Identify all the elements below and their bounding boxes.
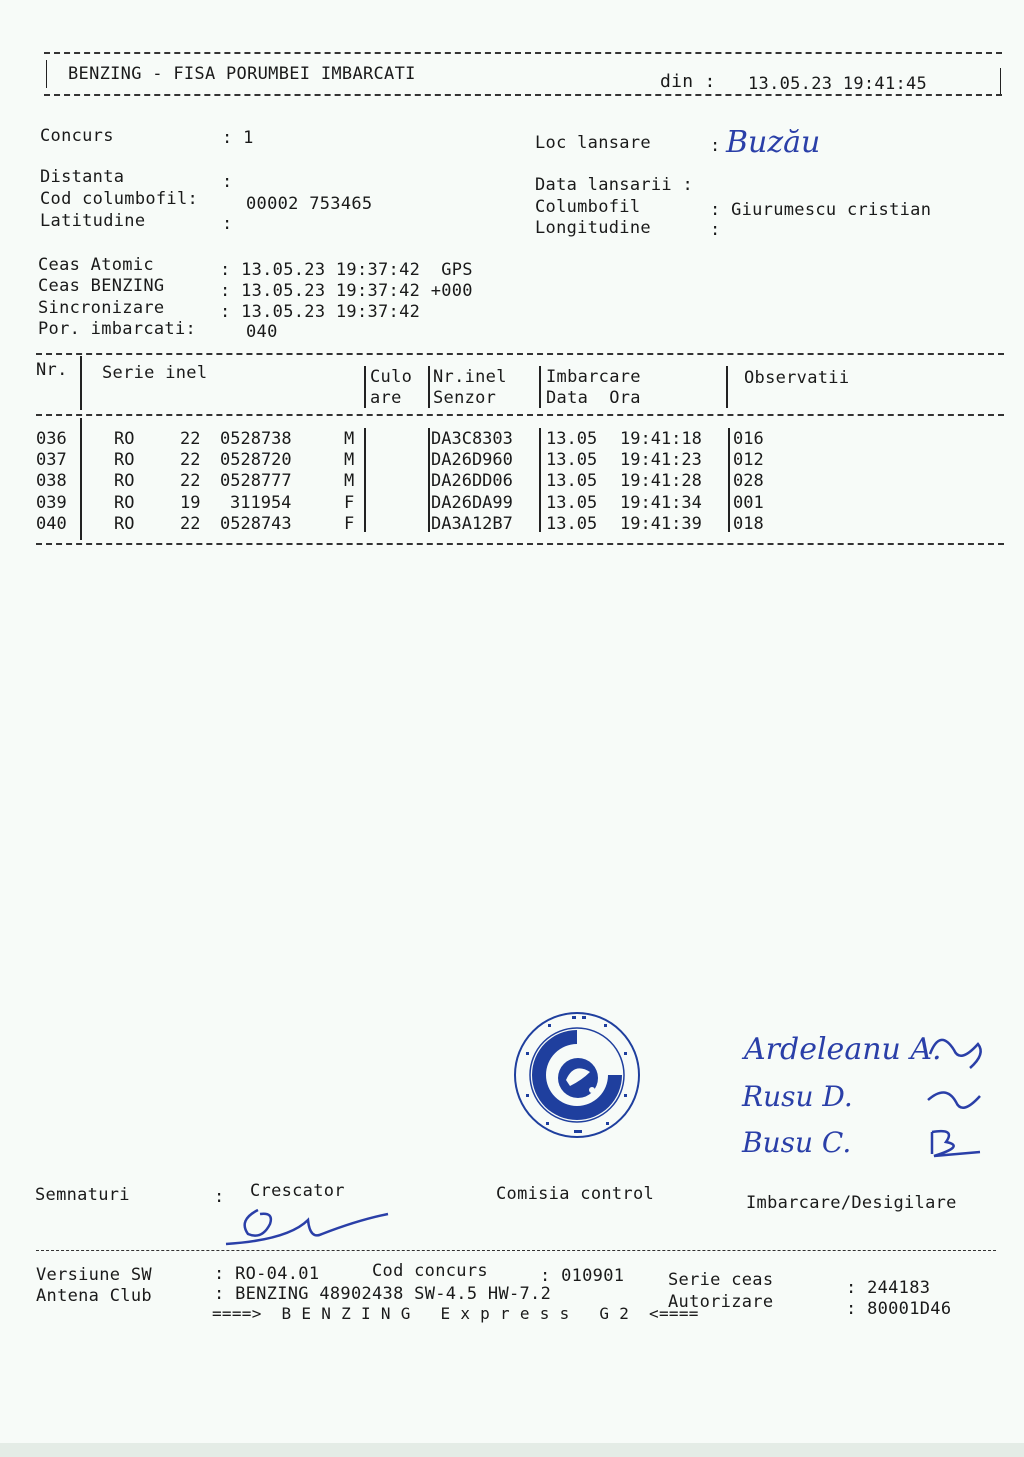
header-data-ora: Data Ora bbox=[546, 388, 641, 408]
loc-lansare-colon: : bbox=[710, 136, 721, 156]
header-observatii: Observatii bbox=[744, 368, 850, 388]
cell-time: 19:41:23 bbox=[620, 450, 702, 471]
cell-ring: 311954 bbox=[230, 492, 292, 513]
header-nr-inel: Nr.inel bbox=[433, 367, 507, 387]
header-bottom-border bbox=[44, 94, 1002, 96]
header-left-border bbox=[46, 60, 47, 88]
longitudine-value: : bbox=[710, 220, 721, 240]
table-top-border bbox=[36, 353, 1004, 355]
autorizare-label: Autorizare bbox=[668, 1292, 774, 1312]
cell-year: 22 bbox=[180, 471, 201, 492]
signature-ardeleanu: Ardeleanu A. bbox=[744, 1032, 942, 1067]
longitudine-label: Longitudine bbox=[535, 218, 651, 238]
header-culoare-1: Culo bbox=[370, 367, 413, 387]
cell-country: RO bbox=[114, 450, 135, 471]
versiune-sw-value: : RO-04.01 bbox=[214, 1264, 320, 1284]
cell-date: 13.05 bbox=[546, 429, 598, 449]
club-stamp bbox=[512, 1010, 642, 1140]
header-serie-inel: Serie inel bbox=[102, 363, 208, 383]
club-stamp-seal bbox=[512, 1010, 642, 1140]
cell-sex: F bbox=[344, 492, 355, 513]
header-senzor: Senzor bbox=[433, 388, 497, 408]
cell-sensor: DA26DD06 bbox=[431, 471, 513, 492]
cell-year: 22 bbox=[180, 450, 201, 471]
footer-separator bbox=[36, 1250, 996, 1251]
antena-club-value: : BENZING 48902438 SW-4.5 HW-7.2 bbox=[214, 1284, 552, 1304]
cell-sex: M bbox=[344, 471, 355, 492]
cell-sex: F bbox=[344, 513, 355, 534]
cell-ring: 0528738 bbox=[220, 429, 292, 449]
por-imbarcati-label: Por. imbarcati: bbox=[38, 319, 197, 339]
col-sep-senzor bbox=[539, 366, 541, 408]
cell-time: 19:41:34 bbox=[620, 492, 702, 513]
signature-rusu: Rusu D. bbox=[742, 1080, 853, 1113]
benzing-express-banner: ====> B E N Z I N G E x p r e s s G 2 <==== bbox=[212, 1304, 699, 1323]
cod-concurs-value: : 010901 bbox=[540, 1266, 625, 1286]
cell-country: RO bbox=[114, 492, 135, 513]
cell-sensor: DA26DA99 bbox=[431, 492, 513, 513]
data-lansarii-label: Data lansarii : bbox=[535, 175, 694, 195]
header-top-border bbox=[44, 52, 1002, 54]
cell-ring: 0528743 bbox=[220, 513, 292, 534]
cell-observatii: 028 bbox=[733, 471, 764, 492]
cell-sensor: DA3C8303 bbox=[431, 429, 513, 449]
semnaturi-colon: : bbox=[214, 1187, 225, 1207]
columbofil-value: : Giurumescu cristian bbox=[710, 200, 932, 220]
table-row bbox=[0, 429, 1024, 450]
header-right-border bbox=[1000, 68, 1001, 94]
cell-date: 13.05 bbox=[546, 450, 598, 471]
header-imbarcare: Imbarcare bbox=[546, 367, 641, 387]
cell-time: 19:41:18 bbox=[620, 429, 702, 449]
col-sep-imbarcare bbox=[726, 366, 728, 408]
ceas-atomic-label: Ceas Atomic bbox=[38, 255, 154, 275]
autorizare-value: : 80001D46 bbox=[846, 1299, 952, 1319]
cell-date: 13.05 bbox=[546, 492, 598, 513]
header-culoare-2: are bbox=[370, 388, 402, 408]
cell-date: 13.05 bbox=[546, 513, 598, 534]
cell-year: 22 bbox=[180, 429, 201, 449]
cell-country: RO bbox=[114, 429, 135, 449]
document-title: BENZING - FISA PORUMBEI IMBARCATI bbox=[68, 64, 416, 84]
ceas-benzing-value: : 13.05.23 19:37:42 +000 bbox=[220, 281, 473, 301]
serie-ceas-value: : 244183 bbox=[846, 1278, 931, 1298]
cell-nr: 036 bbox=[36, 429, 67, 449]
cod-columbofil-value: 00002 753465 bbox=[246, 194, 373, 214]
versiune-sw-label: Versiune SW bbox=[36, 1265, 152, 1285]
latitudine-label: Latitudine bbox=[40, 211, 146, 231]
concurs-label: Concurs bbox=[40, 126, 114, 146]
ceas-benzing-label: Ceas BENZING bbox=[38, 276, 165, 296]
table-header-separator bbox=[36, 414, 1004, 416]
table-row bbox=[0, 493, 1024, 514]
cod-columbofil-label: Cod columbofil: bbox=[40, 189, 199, 209]
scan-edge bbox=[0, 1443, 1024, 1457]
cell-observatii: 001 bbox=[733, 492, 764, 513]
cell-observatii: 018 bbox=[733, 513, 764, 534]
cell-sensor: DA3A12B7 bbox=[431, 513, 513, 534]
cell-nr: 040 bbox=[36, 513, 67, 534]
col-sep-culoare bbox=[428, 366, 430, 408]
sincronizare-label: Sincronizare bbox=[38, 298, 165, 318]
col-sep-nr bbox=[80, 356, 82, 410]
cell-year: 22 bbox=[180, 513, 201, 534]
table-bottom-border bbox=[36, 543, 1004, 545]
cell-country: RO bbox=[114, 513, 135, 534]
initials-scribbles bbox=[920, 1024, 1000, 1164]
sincronizare-value: : 13.05.23 19:37:42 bbox=[220, 302, 421, 322]
table-row bbox=[0, 471, 1024, 492]
cell-nr: 038 bbox=[36, 471, 67, 492]
cell-sex: M bbox=[344, 450, 355, 471]
cell-nr: 039 bbox=[36, 492, 67, 513]
loc-lansare-handwritten: Buzău bbox=[726, 125, 821, 160]
distanta-label: Distanta bbox=[40, 167, 125, 187]
din-label: din : bbox=[660, 71, 716, 92]
imbarcare-desigilare-label: Imbarcare/Desigilare bbox=[746, 1193, 957, 1213]
cell-time: 19:41:39 bbox=[620, 513, 702, 534]
signature-busu: Busu C. bbox=[742, 1126, 852, 1159]
comisia-control-label: Comisia control bbox=[496, 1184, 655, 1204]
concurs-value: : 1 bbox=[222, 128, 254, 148]
cell-year: 19 bbox=[180, 492, 201, 513]
crescator-signature bbox=[218, 1200, 398, 1250]
loc-lansare-label: Loc lansare bbox=[535, 133, 651, 153]
cell-time: 19:41:28 bbox=[620, 471, 702, 492]
cell-sensor: DA26D960 bbox=[431, 450, 513, 471]
table-row bbox=[0, 450, 1024, 471]
cell-ring: 0528720 bbox=[220, 450, 292, 471]
semnaturi-label: Semnaturi bbox=[35, 1185, 130, 1205]
header-nr: Nr. bbox=[36, 360, 68, 380]
cell-observatii: 012 bbox=[733, 450, 764, 471]
ceas-atomic-value: : 13.05.23 19:37:42 GPS bbox=[220, 260, 473, 280]
antena-club-label: Antena Club bbox=[36, 1286, 152, 1306]
cell-sex: M bbox=[344, 429, 355, 449]
cell-nr: 037 bbox=[36, 450, 67, 471]
col-sep-serie bbox=[364, 366, 366, 408]
cell-date: 13.05 bbox=[546, 471, 598, 492]
por-imbarcati-value: 040 bbox=[246, 322, 278, 342]
table-row bbox=[0, 514, 1024, 535]
cell-observatii: 016 bbox=[733, 429, 764, 449]
serie-ceas-label: Serie ceas bbox=[668, 1270, 774, 1290]
cell-country: RO bbox=[114, 471, 135, 492]
columbofil-label: Columbofil bbox=[535, 197, 641, 217]
print-datetime: 13.05.23 19:41:45 bbox=[748, 74, 928, 94]
cod-concurs-label: Cod concurs bbox=[372, 1261, 488, 1281]
crescator-label: Crescator bbox=[250, 1181, 345, 1201]
cell-ring: 0528777 bbox=[220, 471, 292, 492]
distanta-value: : bbox=[222, 172, 233, 192]
latitudine-value: : bbox=[222, 214, 233, 234]
